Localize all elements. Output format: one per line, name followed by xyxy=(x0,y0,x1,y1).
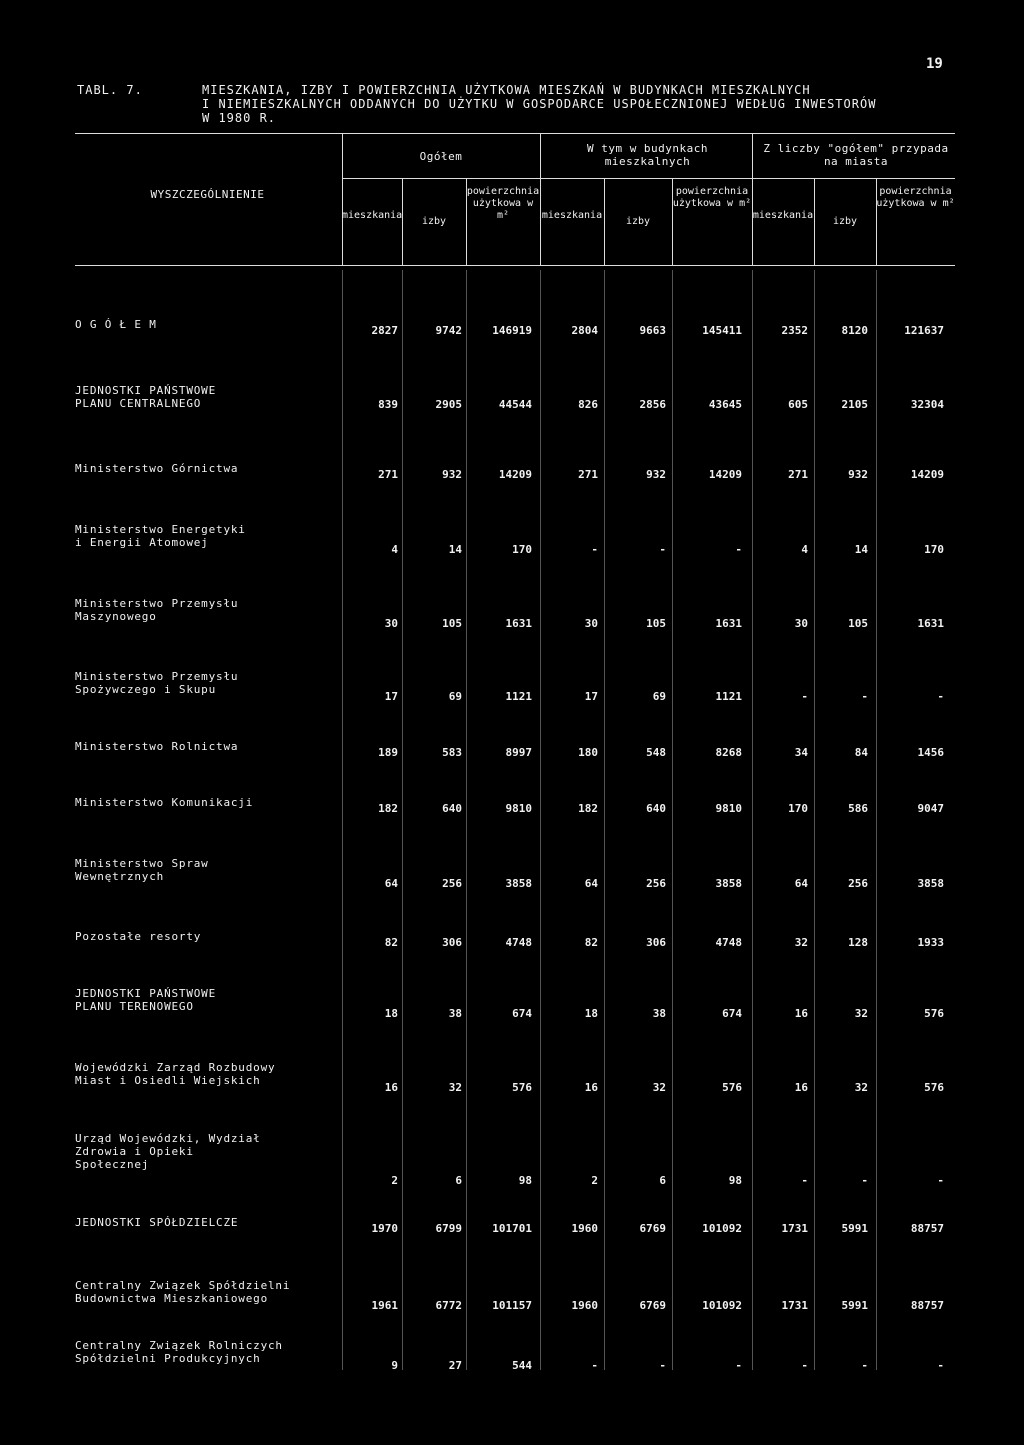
column-separator xyxy=(466,270,467,1370)
table-cell: - xyxy=(861,1174,868,1187)
table-cell: 98 xyxy=(728,1174,742,1187)
table-cell: 14 xyxy=(448,543,462,556)
row-label: Centralny Związek Rolniczych Spółdzielni Produkcyjnych xyxy=(75,1339,283,1365)
table-cell: - xyxy=(937,690,944,703)
table-cell: - xyxy=(591,543,598,556)
table-cell: 932 xyxy=(848,468,868,481)
table-cell: 34 xyxy=(794,746,808,759)
table-cell: 64 xyxy=(384,877,398,890)
table-cell: 64 xyxy=(794,877,808,890)
table-cell: 826 xyxy=(578,398,598,411)
table-cell: 6 xyxy=(455,1174,462,1187)
table-cell: 2105 xyxy=(841,398,868,411)
col-header-izby: izby xyxy=(832,216,858,227)
table-cell: 5991 xyxy=(841,1222,868,1235)
group-header-budynki: W tym w budynkach mieszkalnych xyxy=(586,142,709,168)
table-cell: 586 xyxy=(848,802,868,815)
table-cell: 69 xyxy=(448,690,462,703)
table-cell: 271 xyxy=(378,468,398,481)
table-cell: 4 xyxy=(391,543,398,556)
row-label: Centralny Związek Spółdzielni Budownictwa Mieszkaniowego xyxy=(75,1279,291,1305)
row-label: Ministerstwo Przemysłu Spożywczego i Skupu xyxy=(75,670,239,696)
table-cell: - xyxy=(591,1359,598,1372)
table-cell: 38 xyxy=(652,1007,666,1020)
table-cell: 576 xyxy=(722,1081,742,1094)
table-title xyxy=(202,83,962,125)
col-header-mieszkania: mieszkania xyxy=(342,210,403,221)
table-cell: 44544 xyxy=(498,398,532,411)
table-cell: - xyxy=(937,1174,944,1187)
header-divider xyxy=(752,133,753,265)
table-cell: - xyxy=(735,543,742,556)
table-cell: 17 xyxy=(584,690,598,703)
table-cell: - xyxy=(659,1359,666,1372)
table-cell: 32 xyxy=(854,1007,868,1020)
table-cell: 3858 xyxy=(715,877,742,890)
table-cell: 64 xyxy=(584,877,598,890)
stub-header: WYSZCZEGÓLNIENIE xyxy=(150,188,265,201)
table-cell: 1631 xyxy=(505,617,532,630)
table-cell: 674 xyxy=(722,1007,742,1020)
table-cell: 14209 xyxy=(498,468,532,481)
table-cell: 6799 xyxy=(435,1222,462,1235)
table-cell: 605 xyxy=(788,398,808,411)
table-cell: 82 xyxy=(584,936,598,949)
table-cell: 2 xyxy=(391,1174,398,1187)
table-cell: 27 xyxy=(448,1359,462,1372)
table-cell: 146919 xyxy=(492,324,532,337)
table-cell: 4748 xyxy=(505,936,532,949)
table-cell: 84 xyxy=(854,746,868,759)
table-cell: 9810 xyxy=(505,802,532,815)
table-cell: 18 xyxy=(584,1007,598,1020)
table-cell: 932 xyxy=(646,468,666,481)
col-header-mieszkania: mieszkania xyxy=(752,210,814,221)
table-cell: 583 xyxy=(442,746,462,759)
column-separator xyxy=(752,270,753,1370)
table-cell: 1933 xyxy=(917,936,944,949)
table-cell: - xyxy=(735,1359,742,1372)
column-separator xyxy=(672,270,673,1370)
table-cell: 2856 xyxy=(639,398,666,411)
table-cell: 16 xyxy=(794,1007,808,1020)
group-underline xyxy=(342,178,955,179)
row-label: JEDNOSTKI PAŃSTWOWE PLANU TERENOWEGO xyxy=(75,987,217,1013)
table-cell: 145411 xyxy=(702,324,742,337)
column-separator xyxy=(876,270,877,1370)
table-cell: 105 xyxy=(646,617,666,630)
top-rule xyxy=(75,133,955,134)
title-line: W 1980 R. xyxy=(202,111,277,125)
table-cell: 9810 xyxy=(715,802,742,815)
table-cell: 32 xyxy=(794,936,808,949)
table-cell: 182 xyxy=(578,802,598,815)
column-separator xyxy=(604,270,605,1370)
table-cell: 1631 xyxy=(715,617,742,630)
table-cell: 1970 xyxy=(371,1222,398,1235)
table-cell: 82 xyxy=(384,936,398,949)
table-cell: 101701 xyxy=(492,1222,532,1235)
table-cell: 88757 xyxy=(910,1299,944,1312)
title-line: MIESZKANIA, IZBY I POWIERZCHNIA UŻYTKOWA MIESZKAŃ W BUDYNKACH MIESZKALNYCH xyxy=(202,83,811,97)
table-cell: 9 xyxy=(391,1359,398,1372)
group-header-miasta: Z liczby "ogółem" przypada na miasta xyxy=(763,142,949,168)
table-cell: 101092 xyxy=(702,1222,742,1235)
table-cell: 2905 xyxy=(435,398,462,411)
table-cell: - xyxy=(659,543,666,556)
table-cell: 3858 xyxy=(917,877,944,890)
column-separator xyxy=(814,270,815,1370)
title-line: I NIEMIESZKALNYCH ODDANYCH DO UŻYTKU W GOSPODARCE USPOŁECZNIONEJ WEDŁUG INWESTORÓW xyxy=(202,97,877,111)
col-header-izby: izby xyxy=(625,216,651,227)
column-separator xyxy=(402,270,403,1370)
row-label: Ministerstwo Przemysłu Maszynowego xyxy=(75,597,239,623)
table-cell: 6772 xyxy=(435,1299,462,1312)
table-cell: 8268 xyxy=(715,746,742,759)
table-cell: 30 xyxy=(794,617,808,630)
table-cell: 9663 xyxy=(639,324,666,337)
table-cell: 576 xyxy=(924,1007,944,1020)
table-cell: 121637 xyxy=(904,324,944,337)
table-cell: 43645 xyxy=(708,398,742,411)
table-cell: 674 xyxy=(512,1007,532,1020)
table-cell: 182 xyxy=(378,802,398,815)
table-cell: 1960 xyxy=(571,1222,598,1235)
table-cell: 6769 xyxy=(639,1222,666,1235)
row-label: Ministerstwo Komunikacji xyxy=(75,796,254,809)
table-cell: 8120 xyxy=(841,324,868,337)
group-header-ogolem: Ogółem xyxy=(419,150,463,163)
table-cell: 839 xyxy=(378,398,398,411)
header-divider xyxy=(540,133,541,265)
row-label: Ministerstwo Spraw Wewnętrznych xyxy=(75,857,209,883)
table-cell: 105 xyxy=(442,617,462,630)
table-cell: 14 xyxy=(854,543,868,556)
table-cell: 189 xyxy=(378,746,398,759)
row-label: Ministerstwo Rolnictwa xyxy=(75,740,239,753)
table-cell: 1731 xyxy=(781,1222,808,1235)
table-cell: 306 xyxy=(646,936,666,949)
table-cell: 576 xyxy=(924,1081,944,1094)
table-cell: 544 xyxy=(512,1359,532,1372)
col-header-powierzchnia: powierzchnia użytkowa w m² xyxy=(672,186,752,209)
table-cell: 306 xyxy=(442,936,462,949)
row-label: Ministerstwo Energetyki i Energii Atomowej xyxy=(75,523,246,549)
table-cell: 640 xyxy=(646,802,666,815)
table-label: TABL. 7. xyxy=(77,83,143,97)
table-cell: - xyxy=(801,690,808,703)
table-cell: 1121 xyxy=(505,690,532,703)
row-label: Wojewódzki Zarząd Rozbudowy Miast i Osiedli Wiejskich xyxy=(75,1061,276,1087)
table-cell: 38 xyxy=(448,1007,462,1020)
table-cell: 8997 xyxy=(505,746,532,759)
table-cell: 548 xyxy=(646,746,666,759)
row-label: Urząd Wojewódzki, Wydział Zdrowia i Opieki Społecznej xyxy=(75,1132,261,1171)
row-label: Ministerstwo Górnictwa xyxy=(75,462,239,475)
page-number: 19 xyxy=(926,56,943,72)
row-label: Pozostałe resorty xyxy=(75,930,202,943)
col-header-mieszkania: mieszkania xyxy=(541,210,603,221)
table-cell: 180 xyxy=(578,746,598,759)
table-cell: 2804 xyxy=(571,324,598,337)
table-cell: 1631 xyxy=(917,617,944,630)
table-cell: 9047 xyxy=(917,802,944,815)
table-cell: 32 xyxy=(448,1081,462,1094)
table-cell: 271 xyxy=(578,468,598,481)
table-cell: 14209 xyxy=(910,468,944,481)
table-cell: - xyxy=(801,1174,808,1187)
row-label: O G Ó Ł E M xyxy=(75,318,157,331)
table-cell: 4 xyxy=(801,543,808,556)
table-cell: 1456 xyxy=(917,746,944,759)
table-cell: - xyxy=(937,1359,944,1372)
table-cell: 1121 xyxy=(715,690,742,703)
table-cell: 101092 xyxy=(702,1299,742,1312)
table-cell: 101157 xyxy=(492,1299,532,1312)
table-cell: 271 xyxy=(788,468,808,481)
table-cell: 16 xyxy=(794,1081,808,1094)
table-cell: 5991 xyxy=(841,1299,868,1312)
column-separator xyxy=(342,270,343,1370)
table-cell: 932 xyxy=(442,468,462,481)
table-cell: 170 xyxy=(512,543,532,556)
table-cell: 17 xyxy=(384,690,398,703)
table-cell: 98 xyxy=(518,1174,532,1187)
col-header-izby: izby xyxy=(421,216,447,227)
table-cell: 30 xyxy=(584,617,598,630)
table-cell: 1961 xyxy=(371,1299,398,1312)
col-header-powierzchnia: powierzchnia użytkowa w m² xyxy=(466,186,540,221)
table-cell: - xyxy=(861,1359,868,1372)
table-cell: 128 xyxy=(848,936,868,949)
column-separator xyxy=(540,270,541,1370)
table-cell: 2827 xyxy=(371,324,398,337)
table-cell: 6 xyxy=(659,1174,666,1187)
table-cell: 2352 xyxy=(781,324,808,337)
table-cell: 2 xyxy=(591,1174,598,1187)
table-cell: 256 xyxy=(442,877,462,890)
header-bottom-rule xyxy=(75,265,955,266)
table-cell: 1960 xyxy=(571,1299,598,1312)
table-cell: 16 xyxy=(584,1081,598,1094)
table-cell: 18 xyxy=(384,1007,398,1020)
table-cell: 576 xyxy=(512,1081,532,1094)
table-cell: 32 xyxy=(854,1081,868,1094)
table-cell: 640 xyxy=(442,802,462,815)
table-cell: 3858 xyxy=(505,877,532,890)
table-cell: 256 xyxy=(646,877,666,890)
table-cell: 105 xyxy=(848,617,868,630)
row-label: JEDNOSTKI PAŃSTWOWE PLANU CENTRALNEGO xyxy=(75,384,217,410)
table-cell: 6769 xyxy=(639,1299,666,1312)
table-cell: 170 xyxy=(924,543,944,556)
table-cell: 9742 xyxy=(435,324,462,337)
table-cell: 4748 xyxy=(715,936,742,949)
table-cell: - xyxy=(861,690,868,703)
table-cell: 30 xyxy=(384,617,398,630)
table-cell: 14209 xyxy=(708,468,742,481)
table-cell: - xyxy=(801,1359,808,1372)
row-label: JEDNOSTKI SPÓŁDZIELCZE xyxy=(75,1216,239,1229)
table-cell: 256 xyxy=(848,877,868,890)
table-cell: 88757 xyxy=(910,1222,944,1235)
table-cell: 69 xyxy=(652,690,666,703)
table-cell: 16 xyxy=(384,1081,398,1094)
table-cell: 170 xyxy=(788,802,808,815)
table-cell: 32304 xyxy=(910,398,944,411)
col-header-powierzchnia: powierzchnia użytkowa w m² xyxy=(876,186,955,209)
table-cell: 1731 xyxy=(781,1299,808,1312)
table-cell: 32 xyxy=(652,1081,666,1094)
